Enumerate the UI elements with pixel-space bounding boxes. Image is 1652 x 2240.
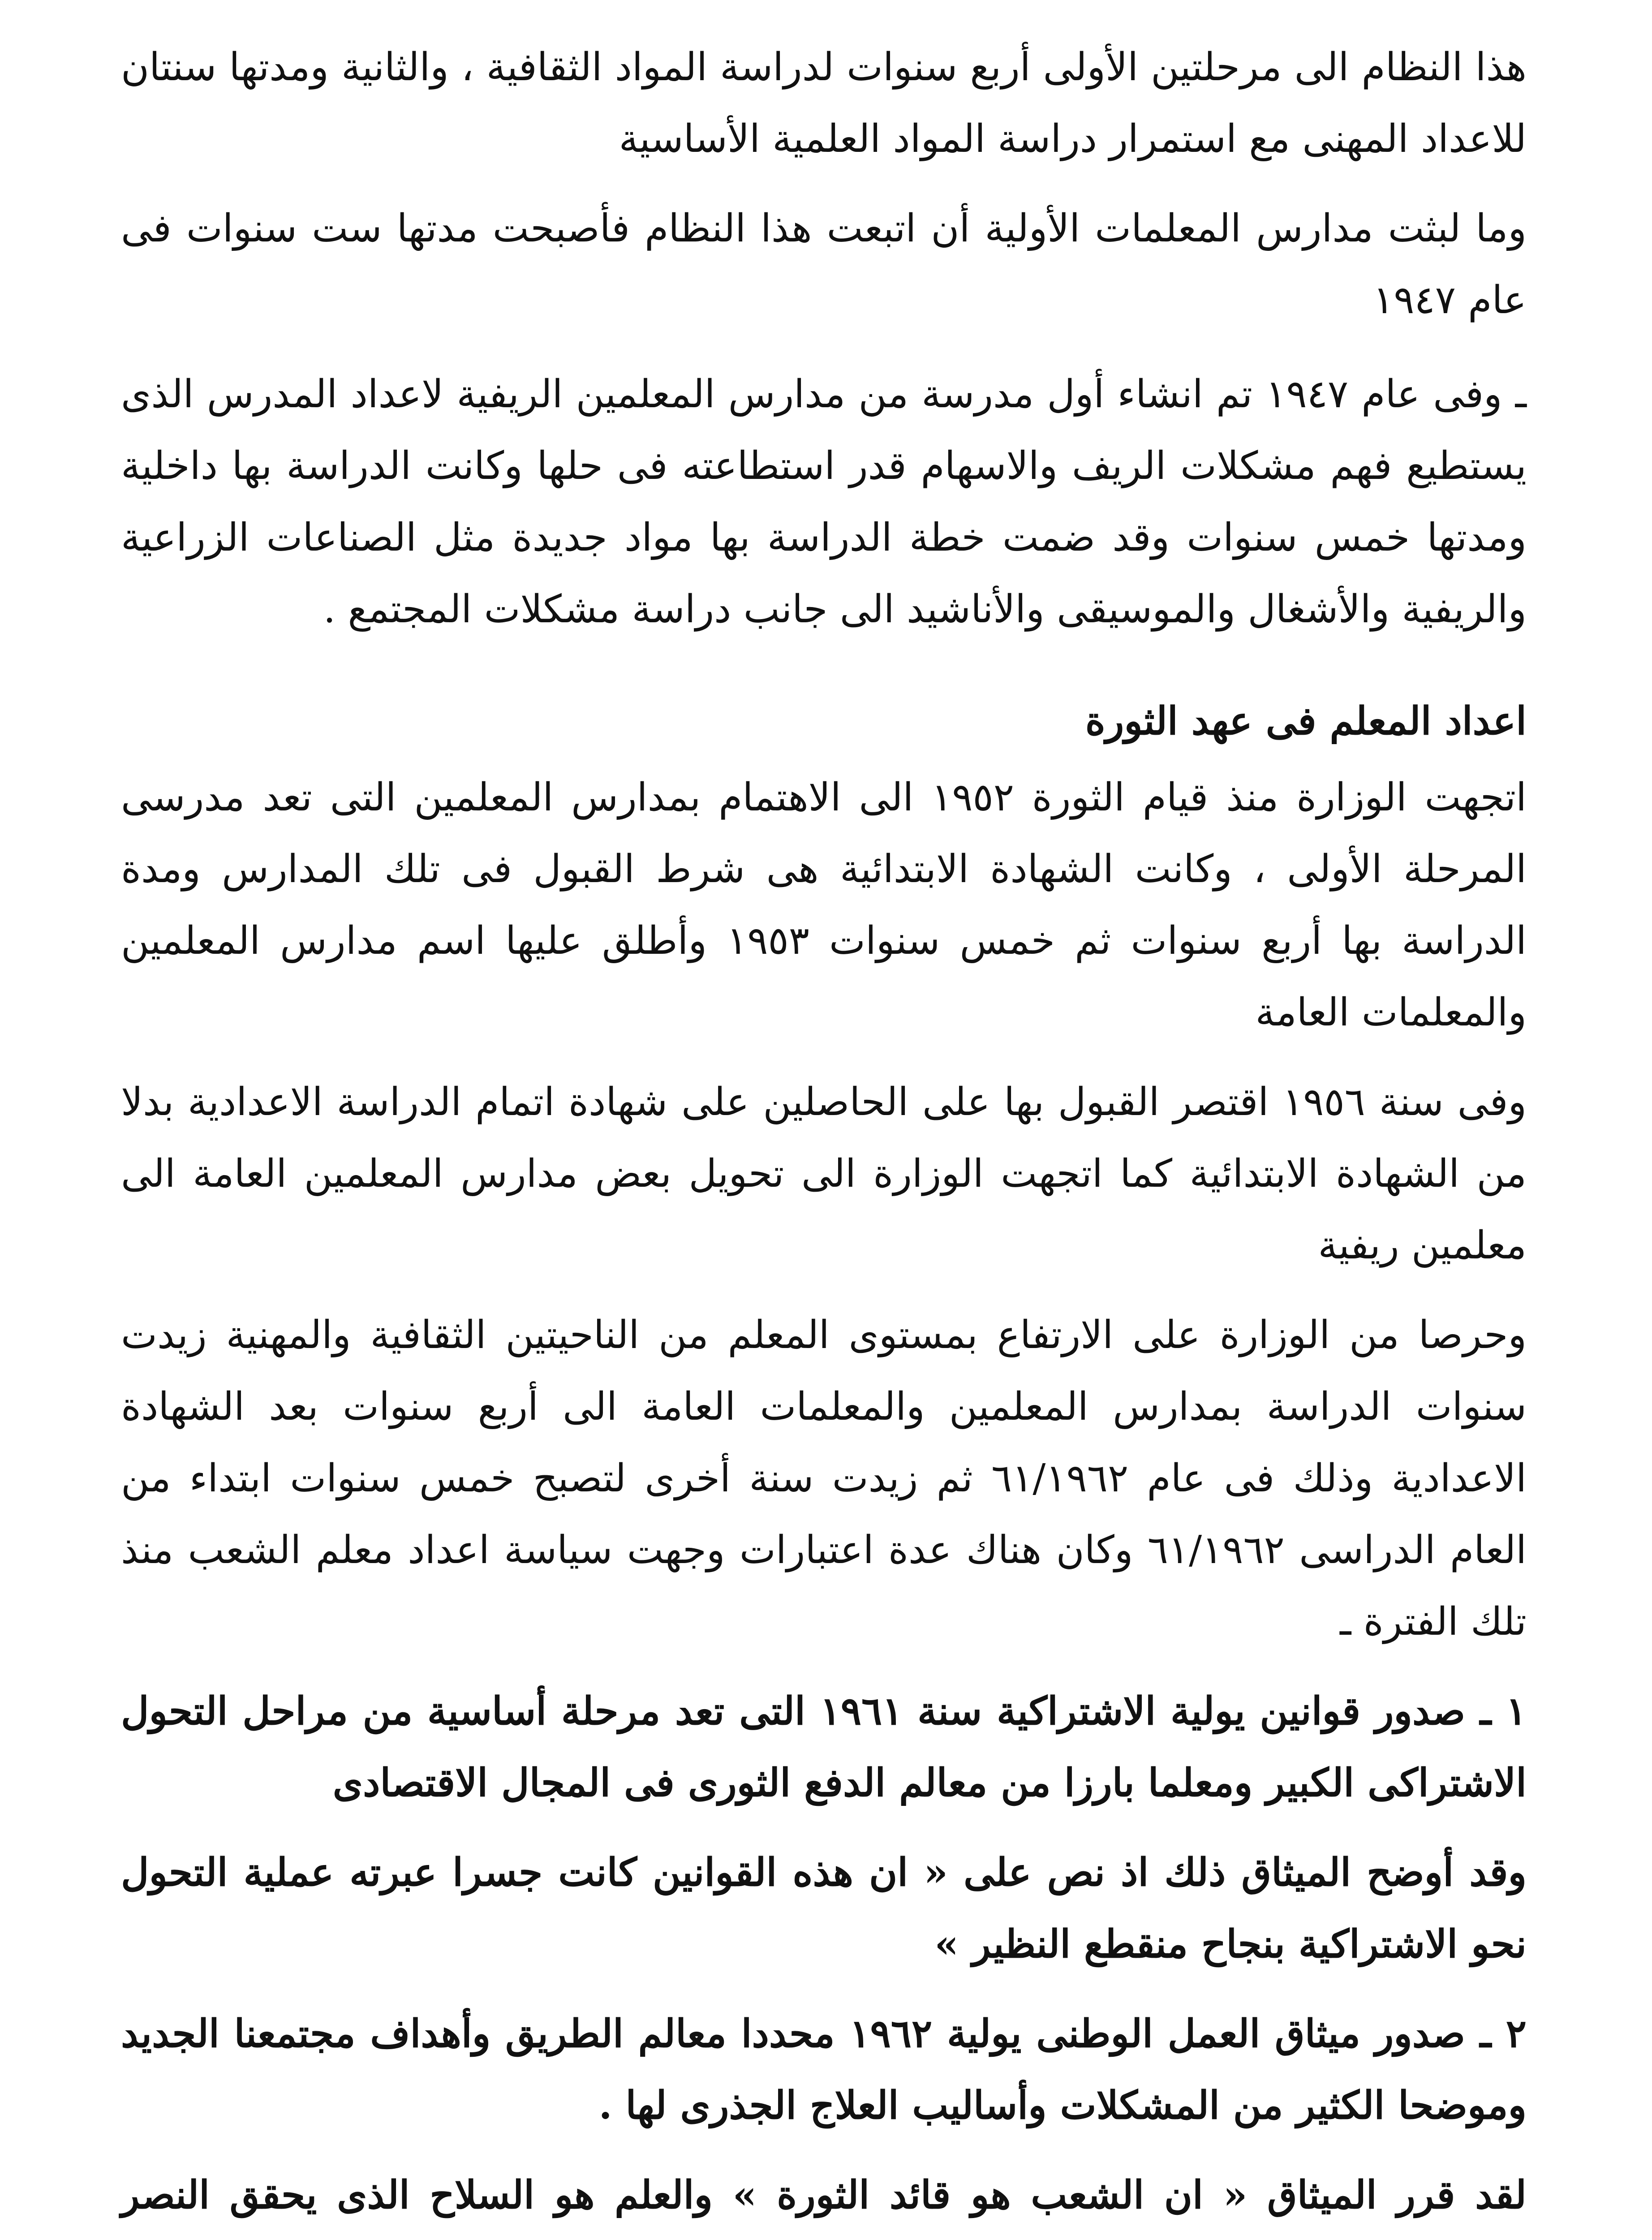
paragraph-national-charter: ٢ ـ صدور ميثاق العمل الوطنى يولية ١٩٦٢ محددا معالم الطريق وأهداف مجتمعنا الجديد وموضحا الكثير من المشكلات وأساليب العلاج الجذرى لها . [121,2011,1527,2128]
paragraph-charter-decision: لقد قرر الميثاق « ان الشعب هو قائد الثورة » والعلم هو السلاح الذى يحقق النصر [121,2172,1527,2218]
section-heading: اعداد المعلم فى عهد الثورة [1085,698,1527,744]
paragraph-rural-teacher-schools: ـ وفى عام ١٩٤٧ تم انشاء أول مدرسة من مدارس المعلمين الريفية لاعداد المدرس الذى يستطيع فهم مشكلات الريف والاسهام قدر استطاعته فى حلها وكانت الدراسة بها داخلية ومدتها خمس سنوات وقد ضمت خطة الدراسة بها مواد جديدة مثل الصناعات الزراعية والريفية والأشغال والموسيقى والأناشيد الى جانب دراسة مشكلات المجتمع . [121,372,1527,632]
document-page [121,31,1527,2240]
paragraph-study-years-increase: وحرصا من الوزارة على الارتفاع بمستوى المعلم من الناحيتين الثقافية والمهنية زيدت سنوات الدراسة بمدارس المعلمين والمعلمات العامة الى أربع سنوات بعد الشهادة الاعدادية وذلك فى عام ٦١/١٩٦٢ ثم زيدت سنة أخرى لتصبح خمس سنوات ابتداء من العام الدراسى ٦١/١٩٦٢ وكان هناك عدة اعتبارات وجهت سياسة اعداد معلم الشعب منذ تلك الفترة ـ [121,1313,1527,1644]
paragraph-july-laws: ١ ـ صدور قوانين يولية الاشتراكية سنة ١٩٦١ التى تعد مرحلة أساسية من مراحل التحول الاشتراكى الكبير ومعلما بارزا من معالم الدفع الثورى فى المجال الاقتصادى [121,1689,1527,1805]
paragraph-charter-quote: وقد أوضح الميثاق ذلك اذ نص على « ان هذه القوانين كانت جسرا عبرته عملية التحول نحو الاشتراكية بنجاح منقطع النظير » [121,1850,1527,1967]
paragraph-system-stages: هذا النظام الى مرحلتين الأولى أربع سنوات لدراسة المواد الثقافية ، والثانية ومدتها سنتان للاعداد المهنى مع استمرار دراسة المواد العلمية الأساسية [121,45,1527,161]
paragraph-admission-1956: وفى سنة ١٩٥٦ اقتصر القبول بها على الحاصلين على شهادة اتمام الدراسة الاعدادية بدلا من الشهادة الابتدائية كما اتجهت الوزارة الى تحويل بعض مدارس المعلمين العامة الى معلمين ريفية [121,1080,1527,1268]
paragraph-revolution-ministry: اتجهت الوزارة منذ قيام الثورة ١٩٥٢ الى الاهتمام بمدارس المعلمين التى تعد مدرسى المرحلة الأولى ، وكانت الشهادة الابتدائية هى شرط القبول فى تلك المدارس ومدة الدراسة بها أربع سنوات ثم خمس سنوات ١٩٥٣ وأطلق عليها اسم مدارس المعلمين والمعلمات العامة [121,775,1527,1035]
paragraph-female-teacher-schools: وما لبثت مدارس المعلمات الأولية أن اتبعت هذا النظام فأصبحت مدتها ست سنوات فى عام ١٩٤٧ [121,206,1527,323]
